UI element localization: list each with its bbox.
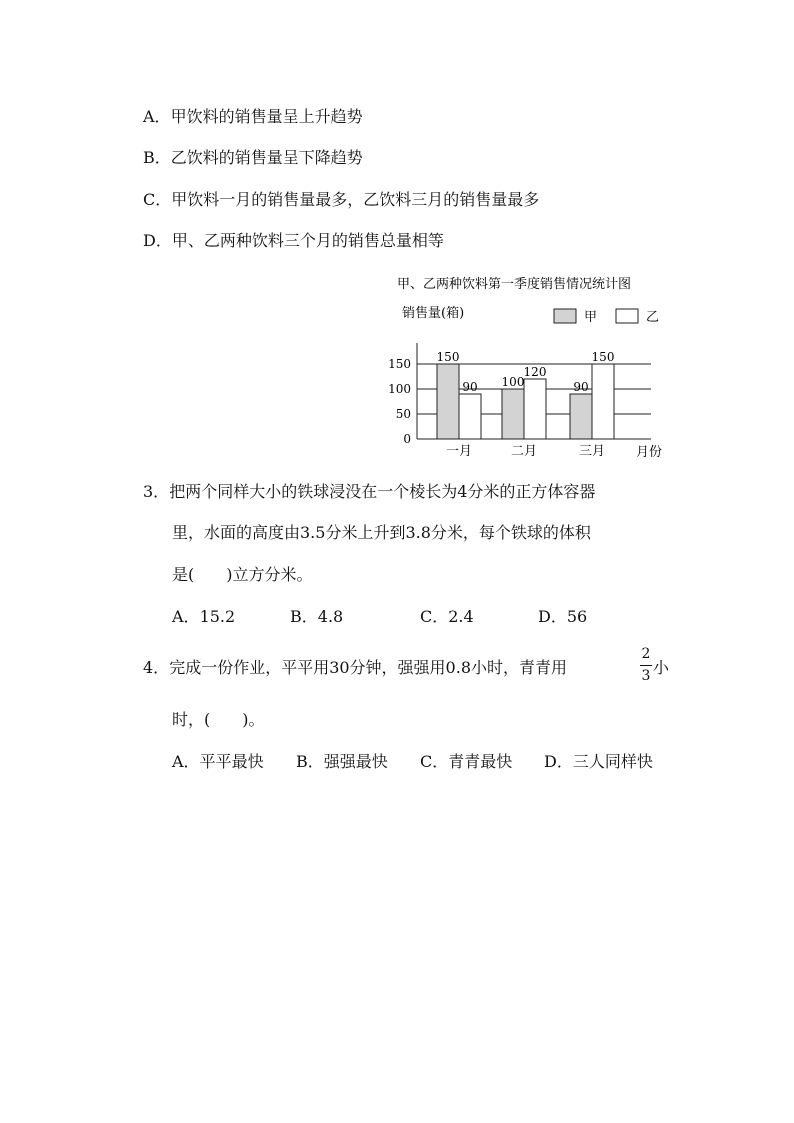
data-label: 90: [573, 380, 589, 394]
chart-legend: [554, 309, 659, 325]
x-tick-label: 二月: [510, 444, 538, 459]
question-number: 4．: [143, 658, 170, 677]
option-letter: C．: [143, 190, 172, 209]
option-text: 15.2: [199, 607, 236, 626]
legend-swatch-甲: [554, 309, 576, 323]
q4-option-b: [296, 751, 388, 773]
q4-line1: [143, 657, 567, 679]
option-text: 甲饮料一月的销售量最多，乙饮料三月的销售量最多: [171, 190, 540, 209]
bar-甲-一月: [437, 364, 459, 439]
option-text: 甲、乙两种饮料三个月的销售总量相等: [171, 231, 444, 250]
question-text: 把两个同样大小的铁球浸没在一个棱长为4分米的正方体容器: [169, 482, 596, 501]
option-letter: D．: [544, 752, 573, 771]
data-label: 150: [591, 350, 615, 364]
option-text: 青青最快: [448, 752, 513, 771]
option-letter: B．: [143, 148, 171, 167]
option-b: [143, 147, 363, 169]
fraction-numerator: 2: [641, 646, 651, 662]
q3-line3: 是( )立方分米。: [172, 565, 313, 584]
sales-bar-chart: [380, 268, 680, 468]
option-letter: C．: [420, 752, 449, 771]
x-tick-label: 一月: [445, 444, 473, 459]
option-letter: D．: [538, 607, 567, 626]
legend-label: 乙: [646, 310, 660, 325]
q4-line2: 时，( )。: [172, 710, 265, 729]
option-letter: B．: [290, 607, 318, 626]
fraction-denominator: 3: [641, 668, 651, 684]
data-label: 150: [436, 350, 460, 364]
bar-甲-二月: [502, 389, 524, 439]
q4-option-c: [420, 751, 512, 773]
data-label: 120: [523, 365, 547, 379]
option-letter: A．: [143, 107, 171, 126]
x-axis-label: 月份: [636, 445, 663, 460]
option-letter: C．: [420, 607, 449, 626]
x-tick-label: 三月: [578, 444, 606, 459]
bar-甲-三月: [570, 394, 592, 439]
y-tick-label: 100: [388, 382, 411, 396]
option-letter: B．: [296, 752, 324, 771]
option-text: 三人同样快: [572, 752, 653, 771]
option-letter: D．: [143, 231, 172, 250]
y-axis-label: 销售量(箱): [402, 306, 465, 321]
q3-line2: 里，水面的高度由3.5分米上升到3.8分米，每个铁球的体积: [172, 523, 591, 542]
option-text: 甲饮料的销售量呈上升趋势: [170, 107, 363, 126]
option-d: [143, 230, 444, 252]
option-letter: A．: [172, 752, 200, 771]
legend-swatch-乙: [616, 309, 638, 323]
q3-option-c: [420, 606, 474, 628]
q4-option-d: [544, 751, 653, 773]
bar-乙-二月: [524, 379, 546, 439]
q3-line1: [143, 481, 595, 503]
y-tick-label: 150: [388, 357, 411, 371]
q3-option-a: [172, 606, 235, 628]
option-text: 强强最快: [323, 752, 388, 771]
option-text: 4.8: [317, 607, 344, 626]
y-tick-label: 0: [403, 432, 411, 446]
question-text: 完成一份作业，平平用30分钟，强强用0.8小时，青青用: [169, 658, 567, 677]
q3-option-d: [538, 606, 587, 628]
fraction-bar: [640, 665, 652, 666]
legend-label: 甲: [584, 310, 598, 325]
bar-乙-三月: [592, 364, 614, 439]
option-text: 乙饮料的销售量呈下降趋势: [170, 148, 363, 167]
q3-option-b: [290, 606, 343, 628]
bar-乙-一月: [459, 394, 481, 439]
option-a: [143, 106, 363, 128]
data-label: 90: [462, 380, 478, 394]
option-text: 平平最快: [199, 752, 264, 771]
q4-option-a: [172, 751, 264, 773]
q4-line1-end: 小: [653, 658, 670, 677]
data-label: 100: [501, 375, 525, 389]
y-tick-label: 50: [395, 407, 411, 421]
option-text: 2.4: [448, 607, 474, 626]
option-text: 56: [566, 607, 588, 626]
option-c: [143, 189, 539, 211]
question-number: 3．: [143, 482, 170, 501]
option-letter: A．: [172, 607, 200, 626]
chart-title: 甲、乙两种饮料第一季度销售情况统计图: [397, 277, 632, 292]
